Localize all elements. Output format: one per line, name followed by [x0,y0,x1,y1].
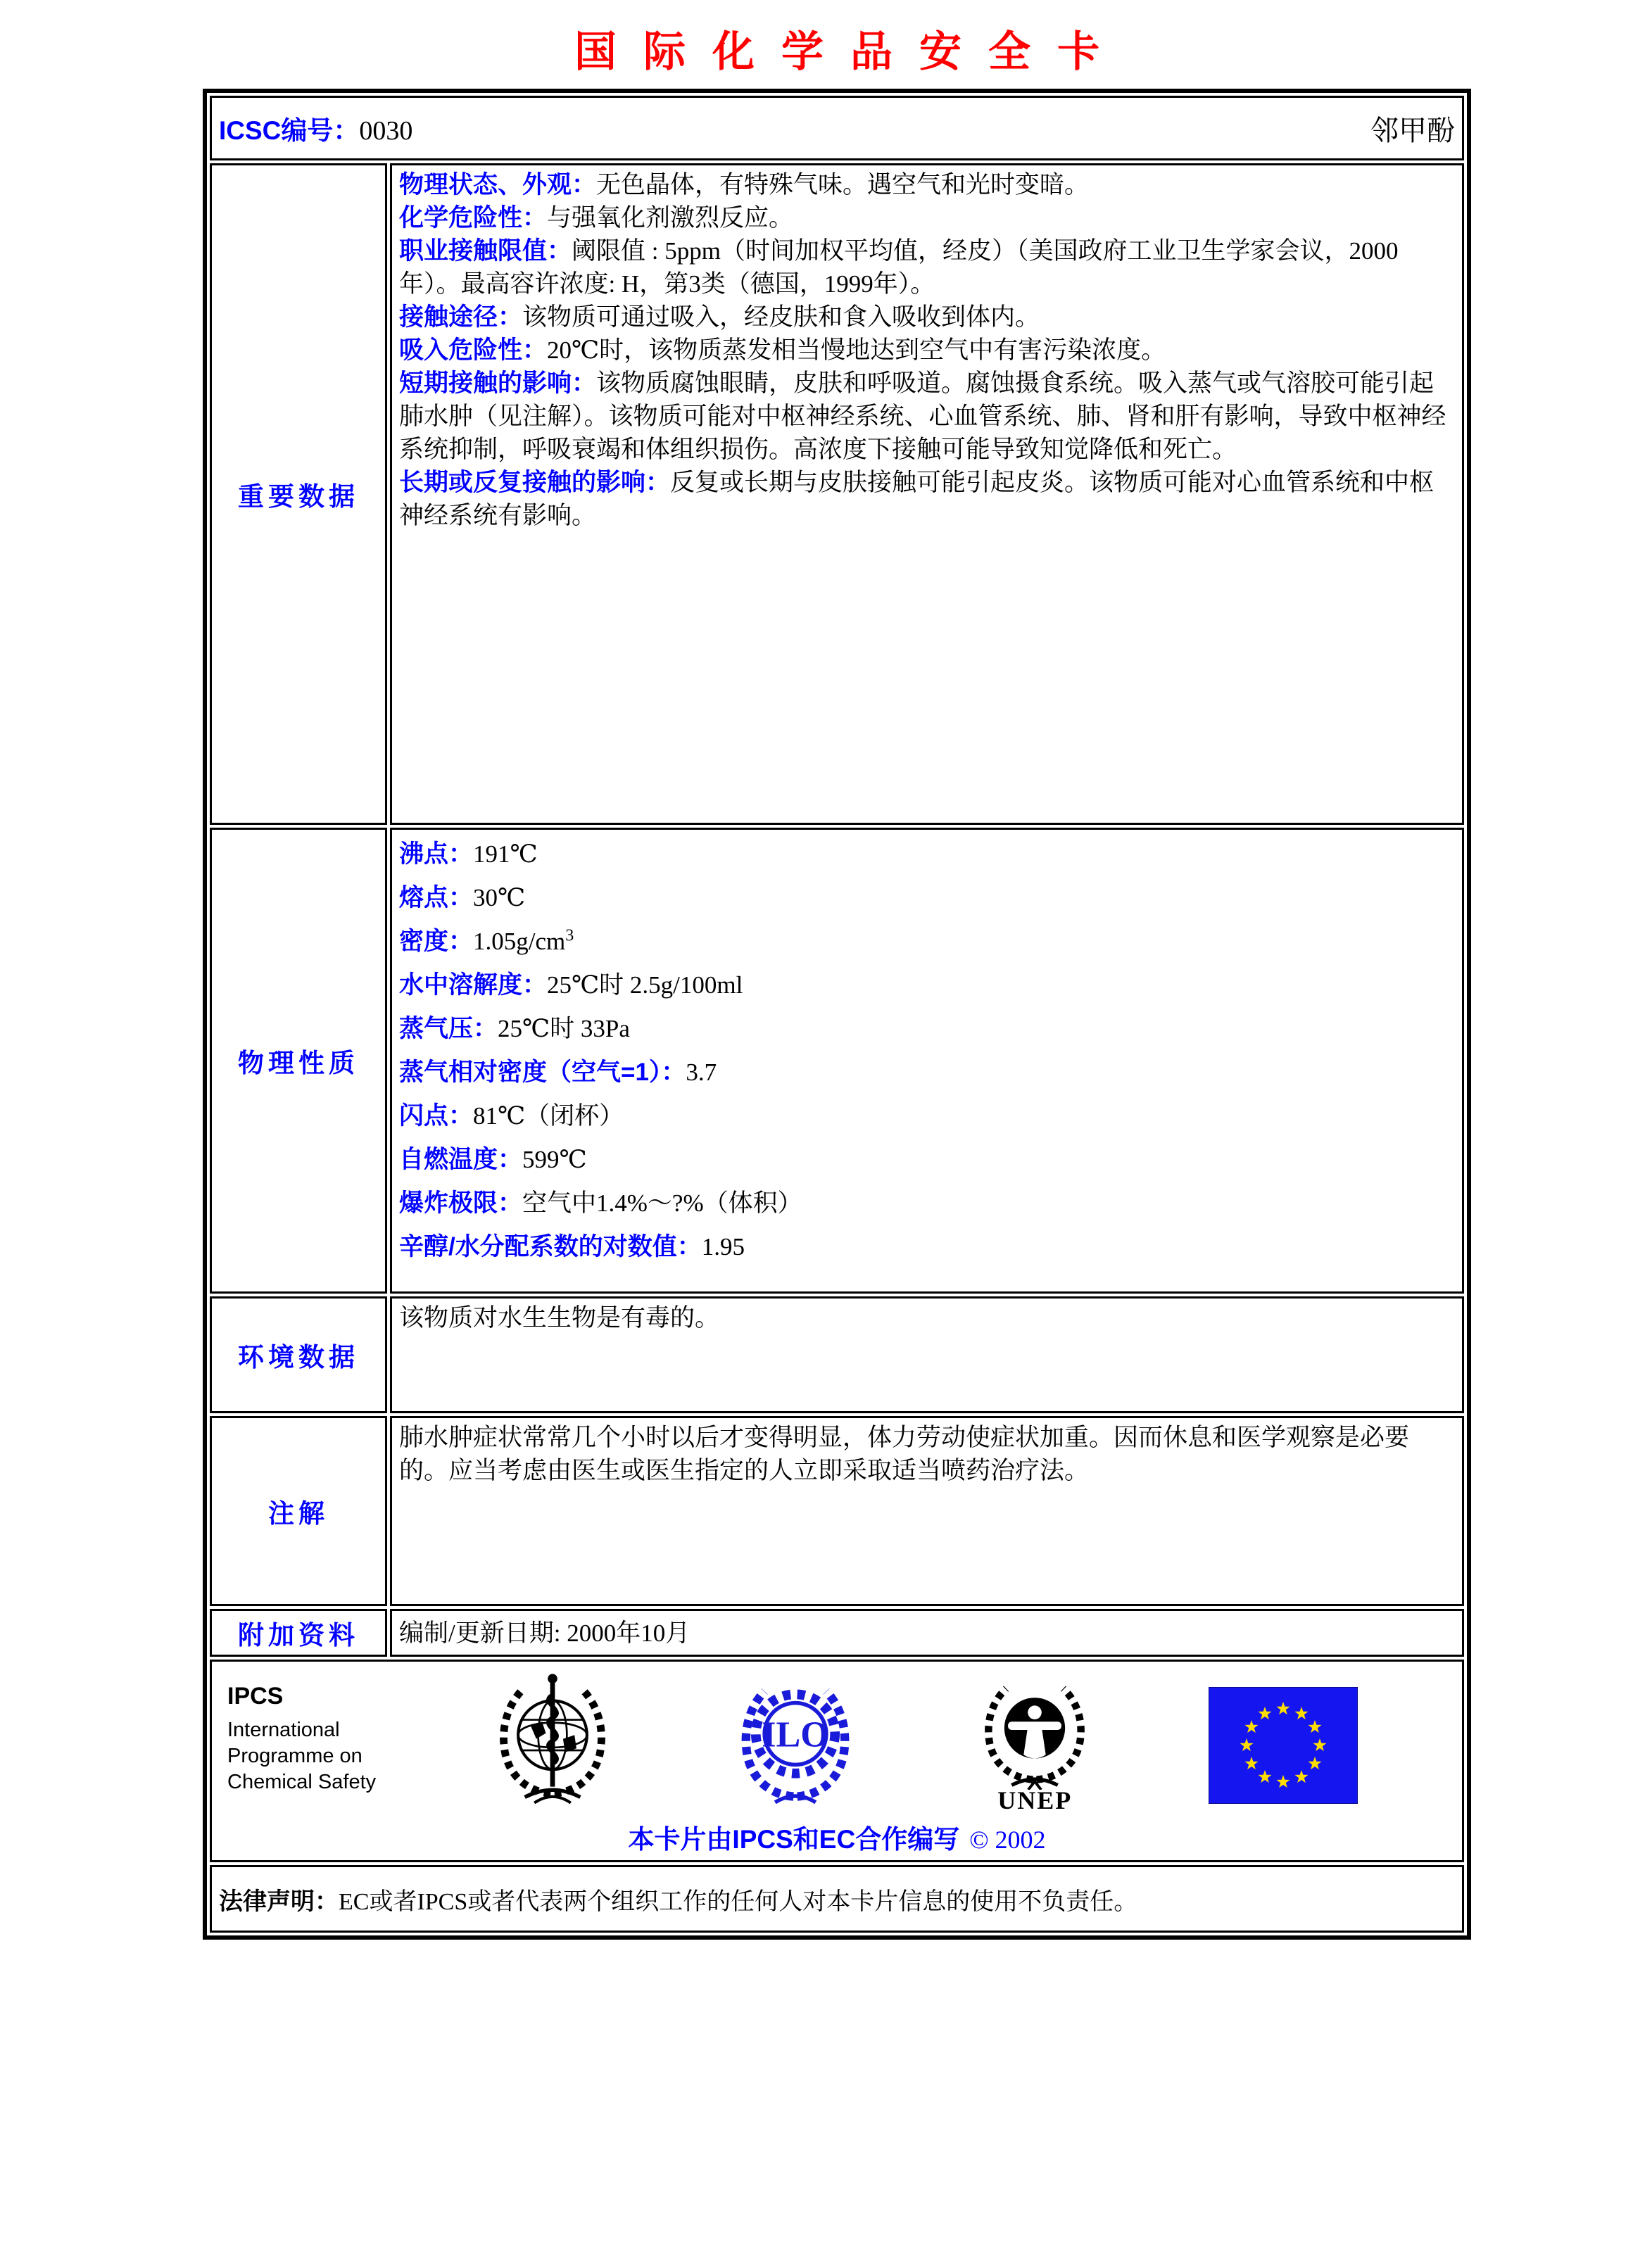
important-item: 吸入危险性：20℃时，该物质蒸发相当慢地达到空气中有害污染浓度。 [399,336,1166,364]
important-data-row [210,163,1464,825]
property-boiling-point: 沸点：191℃ [399,840,538,868]
update-date: 编制/更新日期: 2000年10月 [399,1619,691,1647]
unep-wordmark: UNEP [997,1786,1073,1814]
ipcs-block: IPCS International Programme on Chemical Safety [227,1683,377,1793]
property-water-solubility: 水中溶解度：25℃时 2.5g/100ml [399,971,743,999]
icsc-number-label: ICSC编号： [219,116,360,145]
chemical-name: 邻甲酚 [1370,114,1455,146]
credit-line [225,1818,1449,1856]
environmental-data-content: 该物质对水生生物是有毒的。 [390,1296,1464,1413]
notes-row [210,1416,1464,1606]
unep-logo-block [975,1670,1095,1815]
important-item: 长期或反复接触的影响：反复或长期与皮肤接触可能引起皮炎。该物质可能对心血管系统和中枢神经系统有影响。 [399,469,1435,529]
important-item: 职业接触限值：阈限值 : 5ppm（时间加权平均值，经皮）（美国政府工业卫生学家会议，2000年）。最高容许浓度: H，第3类（德国，1999年）。 [399,237,1399,298]
svg-text:ILO: ILO [761,1714,829,1755]
property-explosive-limits: 爆炸极限：空气中1.4%～?%（体积） [399,1189,802,1217]
important-item: 短期接触的影响：该物质腐蚀眼睛，皮肤和呼吸道。腐蚀摄食系统。吸入蒸气或气溶胶可能引起肺水肿（见注解）。该物质可能对中枢神经系统、心血管系统、肺、肾和肝有影响，导致中枢神经系统抑制，呼吸衰竭和体组织损伤。高浓度下接触可能导致知觉降低和死亡。 [399,369,1446,463]
notes-content: 肺水肿症状常常几个小时以后才变得明显，体力劳动使症状加重。因而休息和医学观察是必要的。应当考虑由医生或医生指定的人立即采取适当喷药治疗法。 [390,1416,1464,1606]
section-label-important-data: 重要数据 [238,482,359,511]
property-flash-point: 闪点：81℃（闭杯） [399,1102,624,1130]
legal-text: EC或者IPCS或者代表两个组织工作的任何人对本卡片信息的使用不负责任。 [339,1888,1138,1915]
who-logo-icon [490,1670,615,1804]
property-density: 密度：$1.05g/cm^3$ [399,926,574,955]
credit-text: 本卡片由IPCS和EC合作编写 [628,1825,960,1854]
property-melting-point: 熔点：30℃ [399,884,526,911]
section-label-environmental-data: 环境数据 [238,1343,359,1372]
physical-properties-content [390,828,1464,1294]
copyright-text: © 2002 [969,1826,1046,1854]
environmental-data-row [210,1296,1464,1413]
header-row [210,96,1464,160]
section-label-notes: 注解 [268,1499,329,1528]
additional-info-row [210,1609,1464,1657]
important-data-content [390,163,1464,825]
ilo-logo-icon [729,1670,862,1805]
legal-label: 法律声明： [219,1888,339,1915]
additional-info-content [390,1609,1464,1657]
property-octanol-water-partition: 辛醇/水分配系数的对数值：1.95 [399,1233,745,1260]
unep-logo-icon [975,1670,1095,1790]
property-vapor-pressure: 蒸气压：25℃时 33Pa [399,1015,630,1042]
physical-properties-row [210,828,1464,1294]
logos-row [210,1660,1464,1862]
property-autoignition-temperature: 自燃温度：599℃ [399,1146,587,1173]
ipcs-title: IPCS [227,1683,284,1710]
section-label-physical-properties: 物理性质 [238,1049,359,1078]
property-vapor-relative-density: 蒸气相对密度（空气=1）：3.7 [399,1059,717,1086]
important-item: 化学危险性：与强氧化剂激烈反应。 [399,204,794,232]
icsc-number-value: 0030 [359,116,413,146]
eu-flag-icon [1209,1670,1358,1804]
page-title: 国际化学品安全卡 [574,29,1126,75]
legal-row [210,1865,1464,1933]
section-label-additional-info: 附加资料 [238,1621,359,1650]
important-item: 接触途径：该物质可通过吸入，经皮肤和食入吸收到体内。 [399,303,1040,331]
icsc-card-table [203,89,1471,1940]
important-item: 物理状态、外观：无色晶体，有特殊气味。遇空气和光时变暗。 [399,171,1090,198]
icsc-number [219,109,412,147]
logos-strip [225,1670,1449,1815]
